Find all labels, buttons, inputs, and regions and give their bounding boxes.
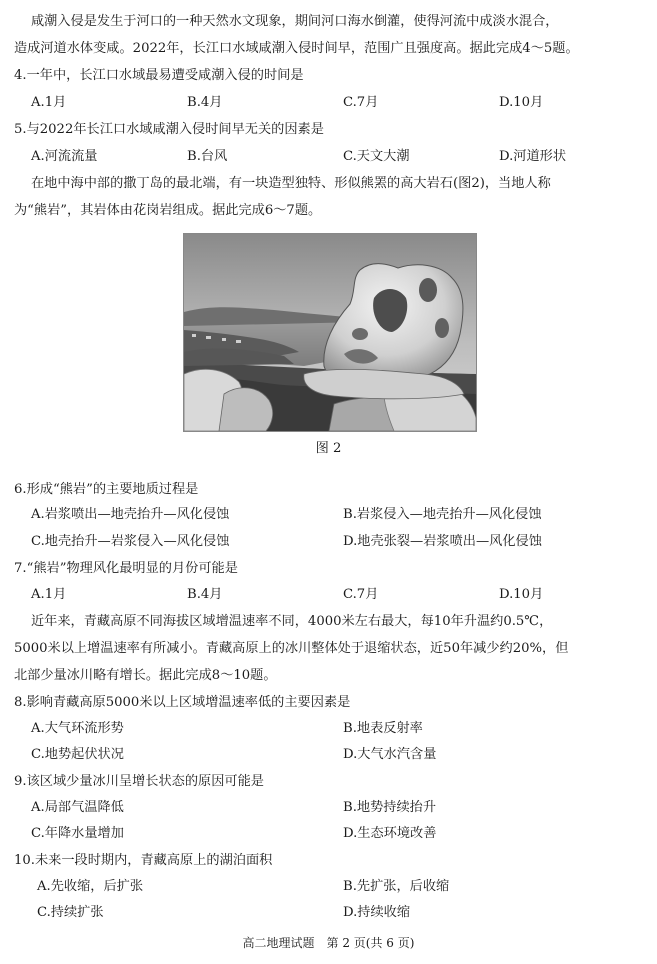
question-8-option-a: A.大气环流形势	[31, 721, 124, 736]
question-4-options	[0, 94, 657, 114]
question-7-stem: 7.“熊岩”物理风化最明显的月份可能是	[14, 561, 238, 576]
passage-3-line-3: 北部少量冰川略有增长。据此完成8～10题。	[14, 668, 277, 683]
question-8-stem: 8.影响青藏高原5000米以上区域增温速率低的主要因素是	[14, 695, 351, 710]
question-7-option-b: B.4月	[187, 587, 223, 602]
question-8-options-row-1	[0, 720, 657, 740]
question-5-option-a: A.河流流量	[31, 149, 98, 164]
figure-caption: 图 2	[315, 441, 342, 456]
question-9-option-c: C.年降水量增加	[31, 826, 124, 841]
passage-2-line-2: 为“熊岩”，其岩体由花岗岩组成。据此完成6～7题。	[14, 203, 322, 218]
question-5-options	[0, 148, 657, 168]
question-8-option-d: D.大气水汽含量	[343, 747, 437, 762]
question-10-option-b: B.先扩张，后收缩	[343, 879, 450, 894]
question-8-option-c: C.地势起伏状况	[31, 747, 124, 762]
question-4-option-d: D.10月	[499, 95, 544, 110]
question-9-option-a: A.局部气温降低	[31, 800, 124, 815]
passage-1-line-2: 造成河道水体变咸。2022年，长江口水域咸潮入侵时间早，范围广且强度高。据此完成4～5题。	[14, 41, 579, 56]
question-4-stem: 4.一年中，长江口水域最易遭受咸潮入侵的时间是	[14, 68, 304, 83]
question-5-option-b: B.台风	[187, 149, 228, 164]
question-8-options-row-2	[0, 746, 657, 766]
question-5-option-c: C.天文大潮	[343, 149, 410, 164]
question-6-option-d: D.地壳张裂—岩浆喷出—风化侵蚀	[343, 534, 542, 549]
question-10-option-d: D.持续收缩	[343, 905, 411, 920]
question-4-option-b: B.4月	[187, 95, 223, 110]
question-4-option-a: A.1月	[31, 95, 67, 110]
question-6-option-a: A.岩浆喷出—地壳抬升—风化侵蚀	[31, 507, 230, 522]
passage-1-line-1: 咸潮入侵是发生于河口的一种天然水文现象，期间河口海水倒灌，使得河流中成淡水混合，	[31, 14, 559, 29]
question-5-stem: 5.与2022年长江口水域咸潮入侵时间早无关的因素是	[14, 122, 324, 137]
passage-3-line-1: 近年来，青藏高原不同海拔区域增温速率不同，4000米左右最大，每10年升温约0.5℃，	[31, 614, 553, 629]
question-4-option-c: C.7月	[343, 95, 379, 110]
question-7-option-a: A.1月	[31, 587, 67, 602]
question-10-options-row-1	[0, 878, 657, 898]
question-6-option-c: C.地壳抬升—岩浆侵入—风化侵蚀	[31, 534, 230, 549]
question-5-option-d: D.河道形状	[499, 149, 567, 164]
question-10-option-c: C.持续扩张	[37, 905, 104, 920]
question-10-stem: 10.未来一段时期内，青藏高原上的湖泊面积	[14, 853, 273, 868]
question-9-option-d: D.生态环境改善	[343, 826, 437, 841]
question-6-option-b: B.岩浆侵入—地壳抬升—风化侵蚀	[343, 507, 542, 522]
question-7-options	[0, 586, 657, 606]
page-footer: 高二地理试题 第 2 页(共 6 页)	[242, 936, 415, 950]
question-9-options-row-2	[0, 825, 657, 845]
question-10-options-row-2	[0, 904, 657, 924]
question-9-stem: 9.该区域少量冰川呈增长状态的原因可能是	[14, 774, 264, 789]
passage-3-line-2: 5000米以上增温速率有所减小。青藏高原上的冰川整体处于退缩状态，近50年减少约20%，但	[14, 641, 569, 656]
question-8-option-b: B.地表反射率	[343, 721, 423, 736]
question-7-option-c: C.7月	[343, 587, 379, 602]
bear-rock-photo	[183, 233, 477, 432]
question-10-option-a: A.先收缩，后扩张	[37, 879, 144, 894]
question-9-option-b: B.地势持续抬升	[343, 800, 437, 815]
passage-2-line-1: 在地中海中部的撒丁岛的最北端，有一块造型独特、形似熊罴的高大岩石(图2)，当地人称	[31, 176, 551, 191]
question-7-option-d: D.10月	[499, 587, 544, 602]
question-6-options-row-1	[0, 506, 657, 526]
question-9-options-row-1	[0, 799, 657, 819]
question-6-stem: 6.形成“熊岩”的主要地质过程是	[14, 482, 199, 497]
question-6-options-row-2	[0, 533, 657, 553]
